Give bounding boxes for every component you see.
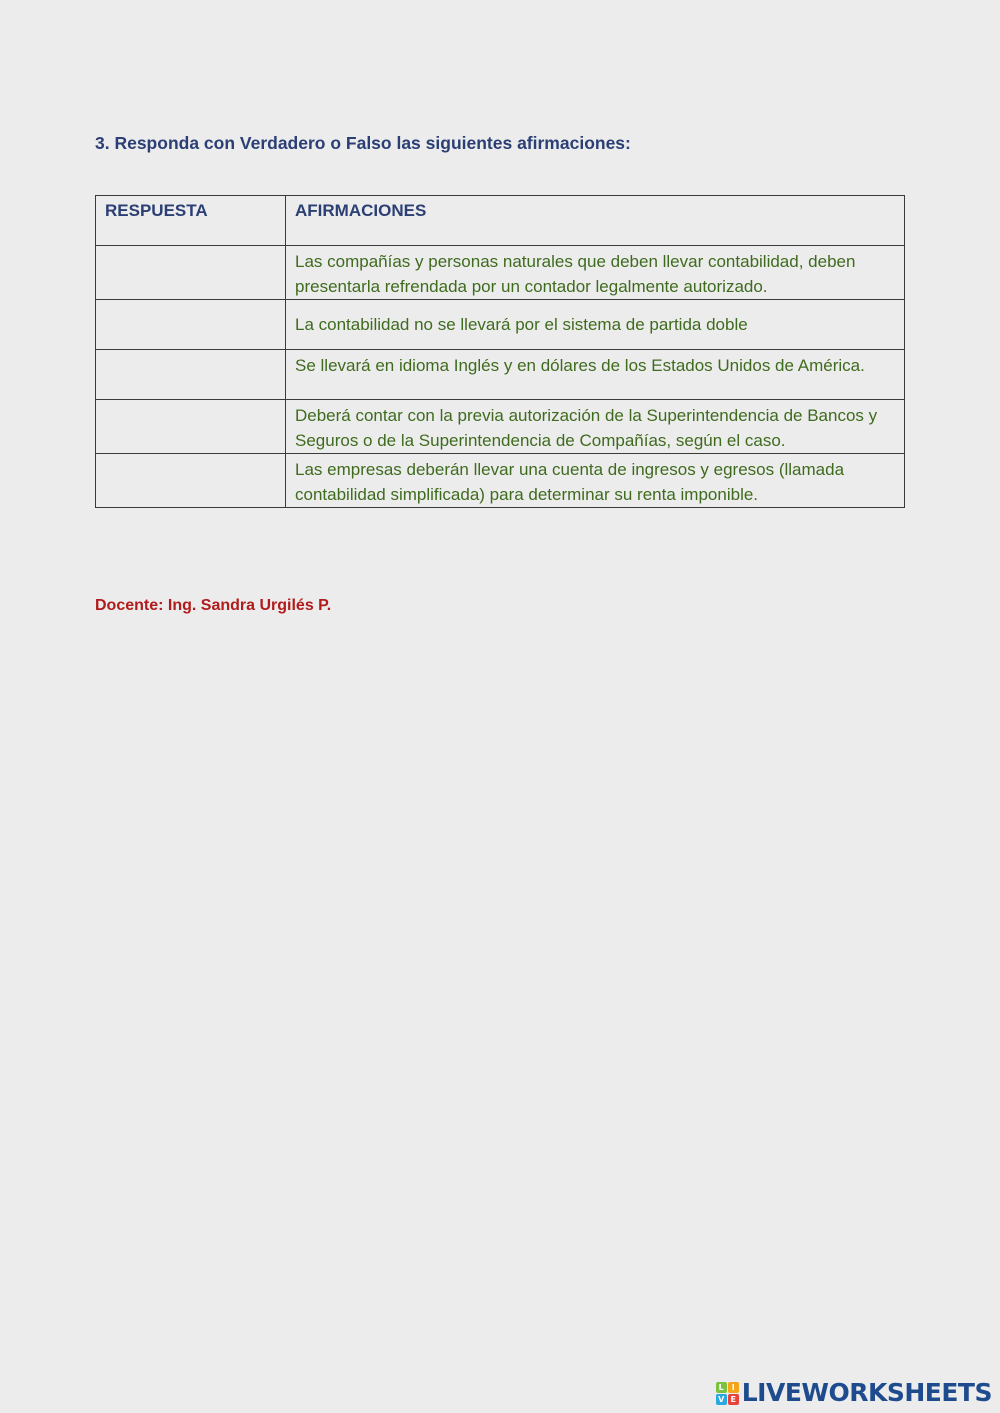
answer-input-1[interactable] [105,249,277,293]
answer-input-4[interactable] [105,403,277,447]
logo-tile-i: I [728,1382,739,1393]
liveworksheets-logo-icon [716,1382,739,1405]
table-row [96,246,905,300]
statement-2: La contabilidad no se llevará por el sistema de partida doble [286,300,905,350]
answer-input-5[interactable] [105,457,277,501]
answer-cell[interactable] [96,350,286,400]
answer-cell[interactable] [96,454,286,508]
liveworksheets-brand[interactable] [716,1379,992,1407]
logo-tile-v: V [716,1394,727,1405]
answer-cell[interactable] [96,246,286,300]
answer-input-3[interactable] [105,353,277,397]
exercise-heading: 3. Responda con Verdadero o Falso las siguientes afirmaciones: [95,133,631,153]
statement-1: Las compañías y personas naturales que deben llevar contabilidad, deben presentarla refrendada por un contador legalmente autorizado. [286,246,905,300]
header-afirmaciones: AFIRMACIONES [286,196,905,246]
logo-tile-l: L [716,1382,727,1393]
answer-cell[interactable] [96,400,286,454]
statement-3: Se llevará en idioma Inglés y en dólares de los Estados Unidos de América. [286,350,905,400]
statement-5: Las empresas deberán llevar una cuenta de ingresos y egresos (llamada contabilidad simplificada) para determinar su renta imponible. [286,454,905,508]
logo-tile-e: E [728,1394,739,1405]
header-respuesta: RESPUESTA [96,196,286,246]
answer-input-2[interactable] [105,303,277,347]
table-row [96,454,905,508]
statement-4: Deberá contar con la previa autorización de la Superintendencia de Bancos y Seguros o de la Superintendencia de Compañías, según el caso. [286,400,905,454]
table-header-row [96,196,905,246]
table-row [96,350,905,400]
brand-name: LIVEWORKSHEETS [741,1378,992,1407]
true-false-table [95,195,905,508]
table-row [96,400,905,454]
answer-cell[interactable] [96,300,286,350]
teacher-credit: Docente: Ing. Sandra Urgilés P. [95,597,332,614]
table-row [96,300,905,350]
